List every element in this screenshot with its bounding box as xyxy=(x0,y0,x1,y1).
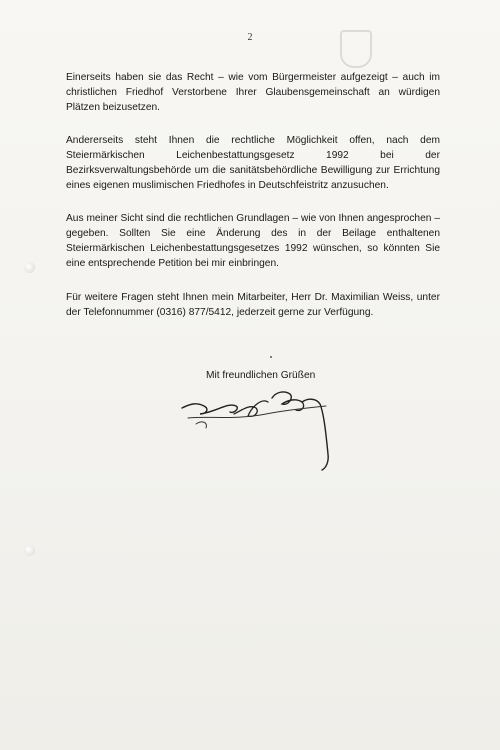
page-number: 2 xyxy=(247,32,253,43)
paragraph-4: Für weitere Fragen steht Ihnen mein Mitarbeiter, Herr Dr. Maximilian Weiss, unter der Telefonnummer (0316) 877/5412, jederzeit gerne zur Verfügung. xyxy=(66,292,440,318)
handwritten-signature-icon xyxy=(176,384,356,474)
punch-hole xyxy=(24,262,35,273)
paragraph-1: Einerseits haben sie das Recht – wie vom Bürgermeister aufgezeigt – auch im christlichen Friedhof Verstorbene Ihrer Glaubensgemeinschaft an würdigen Plätzen beizusetzen. xyxy=(66,72,440,113)
paragraph-2: Andererseits steht Ihnen die rechtliche Möglichkeit offen, nach dem Steiermärkischen Leichenbestattungsgesetz 1992 bei der Bezirksverwaltungsbehörde um die sanitätsbehördliche Bewilligung zur Errichtung eines eigenen muslimischen Friedhofes in Deutschfeistritz anzusuchen. xyxy=(66,135,440,191)
punch-hole xyxy=(24,545,35,556)
paragraph-3: Aus meiner Sicht sind die rechtlichen Grundlagen – wie von Ihnen angesprochen – gegeben. Sollten Sie eine Änderung des in der Beilage enthaltenen Steiermärkischen Leichenbestattungsgesetzes 1992 wünschen, so könnten Sie eine entsprechende Petition bei mir einbringen. xyxy=(66,213,440,269)
ink-dot xyxy=(270,356,272,358)
closing-greeting: Mit freundlichen Grüßen xyxy=(206,370,316,381)
